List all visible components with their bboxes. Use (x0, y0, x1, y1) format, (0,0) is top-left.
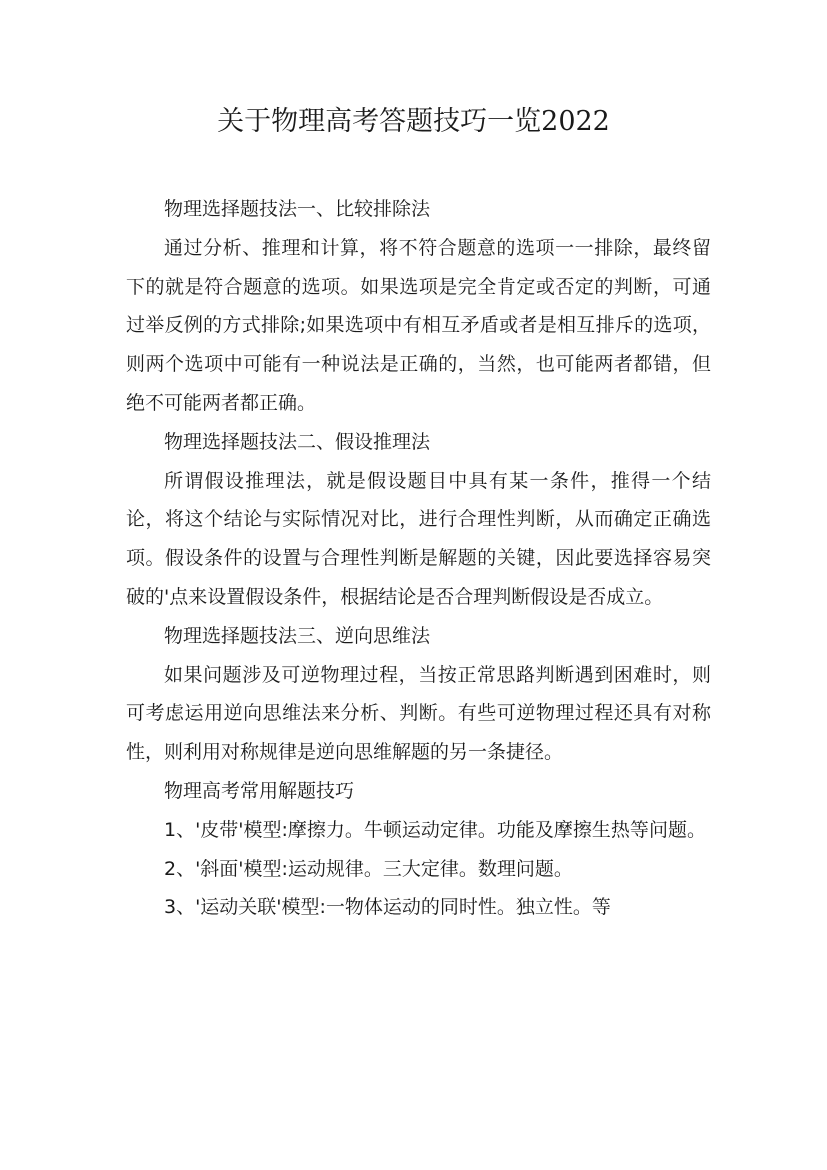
list-item-1: 1、'皮带'模型:摩擦力。牛顿运动定律。功能及摩擦生热等问题。 (164, 818, 706, 841)
paragraph-3: 如果问题涉及可逆物理过程，当按正常思路判断遇到困难时，则可考虑运用逆向思维法来分析、判断。有些可逆物理过程还具有对称性，则利用对称规律是逆向思维解题的另一条捷径。 (126, 663, 711, 764)
section-heading-4: 物理高考常用解题技巧 (164, 779, 355, 802)
paragraph-2: 所谓假设推理法，就是假设题目中具有某一条件，推得一个结论，将这个结论与实际情况对比，进行合理性判断，从而确定正确选项。假设条件的设置与合理性判断是解题的关键，因此要选择容易突破的'点来设置假设条件，根据结论是否合理判断假设是否成立。 (126, 469, 711, 608)
document-title: 关于物理高考答题技巧一览2022 (217, 106, 610, 137)
section-heading-2: 物理选择题技法二、假设推理法 (164, 430, 431, 453)
section-heading-1: 物理选择题技法一、比较排除法 (164, 198, 431, 220)
list-item-2: 2、'斜面'模型:运动规律。三大定律。数理问题。 (164, 857, 573, 880)
list-item-3: 3、'运动关联'模型:一物体运动的同时性。独立性。等 (164, 896, 611, 919)
document-body (126, 190, 711, 927)
paragraph-1: 通过分析、推理和计算，将不符合题意的选项一一排除，最终留下的就是符合题意的选项。如果选项是完全肯定或否定的判断，可通过举反例的方式排除;如果选项中有相互矛盾或者是相互排斥的选项，则两个选项中可能有一种说法是正确的，当然，也可能两者都错，但绝不可能两者都正确。 (126, 236, 711, 414)
section-heading-3: 物理选择题技法三、逆向思维法 (164, 624, 431, 647)
